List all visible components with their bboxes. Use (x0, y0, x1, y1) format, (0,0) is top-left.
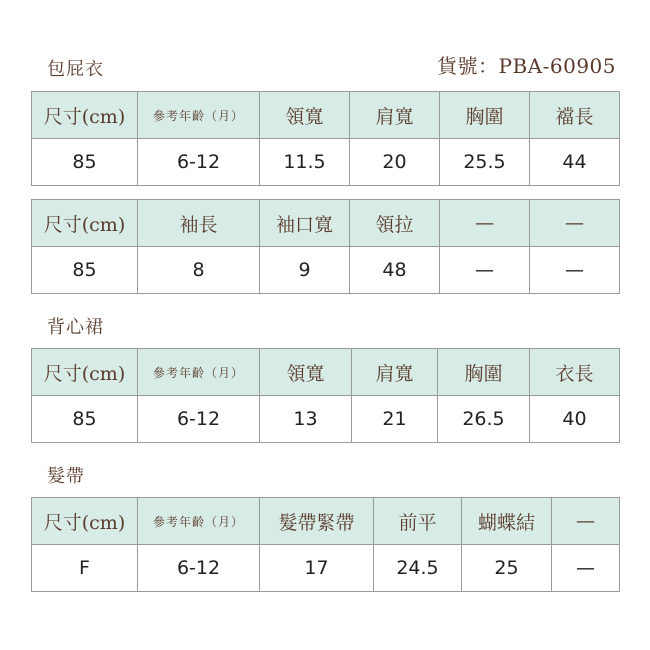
section-title-bodysuit: 包屁衣 (47, 59, 104, 80)
header-cell: 蝴蝶結 (462, 498, 552, 545)
header-cell: 尺寸(cm) (32, 349, 138, 396)
value-cell: 25.5 (440, 139, 530, 186)
value-cell: 9 (260, 247, 350, 294)
header-cell: 髮帶緊帶 (260, 498, 374, 545)
header-cell: — (440, 200, 530, 247)
header-cell: 尺寸(cm) (32, 498, 138, 545)
table-header-row (32, 349, 620, 396)
header-cell: 領寬 (260, 92, 350, 139)
header-cell: — (552, 498, 620, 545)
size-table-headband (31, 497, 620, 592)
value-cell: 17 (260, 545, 374, 592)
value-cell: 6-12 (138, 396, 260, 443)
value-cell: 13 (260, 396, 352, 443)
size-table-dress (31, 348, 620, 443)
header-cell: 參考年齡（月） (138, 349, 260, 396)
value-cell: 8 (138, 247, 260, 294)
table-header-row (32, 200, 620, 247)
header-cell: 袖口寬 (260, 200, 350, 247)
header-cell: 襠長 (530, 92, 620, 139)
value-cell: 6-12 (138, 545, 260, 592)
value-cell: 6-12 (138, 139, 260, 186)
size-table-bodysuit-1 (31, 91, 620, 186)
value-cell: 40 (530, 396, 620, 443)
header-cell: 領寬 (260, 349, 352, 396)
header-cell: 參考年齡（月） (138, 498, 260, 545)
header-cell: 胸圍 (438, 349, 530, 396)
value-cell: 11.5 (260, 139, 350, 186)
value-cell: 20 (350, 139, 440, 186)
section-title-dress: 背心裙 (47, 317, 104, 338)
header-cell: 胸圍 (440, 92, 530, 139)
header-cell: 肩寬 (350, 92, 440, 139)
size-table-bodysuit-2 (31, 199, 620, 294)
header-cell: 前平 (374, 498, 462, 545)
value-cell: 21 (352, 396, 438, 443)
table-header-row (32, 498, 620, 545)
value-cell: 44 (530, 139, 620, 186)
table-row (32, 139, 620, 186)
value-cell: 85 (32, 139, 138, 186)
product-code: 貨號：PBA-60905 (437, 54, 616, 78)
header-cell: 袖長 (138, 200, 260, 247)
value-cell: 48 (350, 247, 440, 294)
value-cell: — (552, 545, 620, 592)
value-cell: — (530, 247, 620, 294)
value-cell: 24.5 (374, 545, 462, 592)
value-cell: 85 (32, 396, 138, 443)
header-cell: 領拉 (350, 200, 440, 247)
section-title-headband: 髮帶 (47, 466, 85, 487)
value-cell: 85 (32, 247, 138, 294)
header-cell: 肩寬 (352, 349, 438, 396)
header-cell: 尺寸(cm) (32, 92, 138, 139)
header-cell: 參考年齡（月） (138, 92, 260, 139)
header-cell: — (530, 200, 620, 247)
table-header-row (32, 92, 620, 139)
table-row (32, 247, 620, 294)
table-row (32, 396, 620, 443)
value-cell: F (32, 545, 138, 592)
table-row (32, 545, 620, 592)
value-cell: 26.5 (438, 396, 530, 443)
header-cell: 尺寸(cm) (32, 200, 138, 247)
value-cell: 25 (462, 545, 552, 592)
header-cell: 衣長 (530, 349, 620, 396)
value-cell: — (440, 247, 530, 294)
